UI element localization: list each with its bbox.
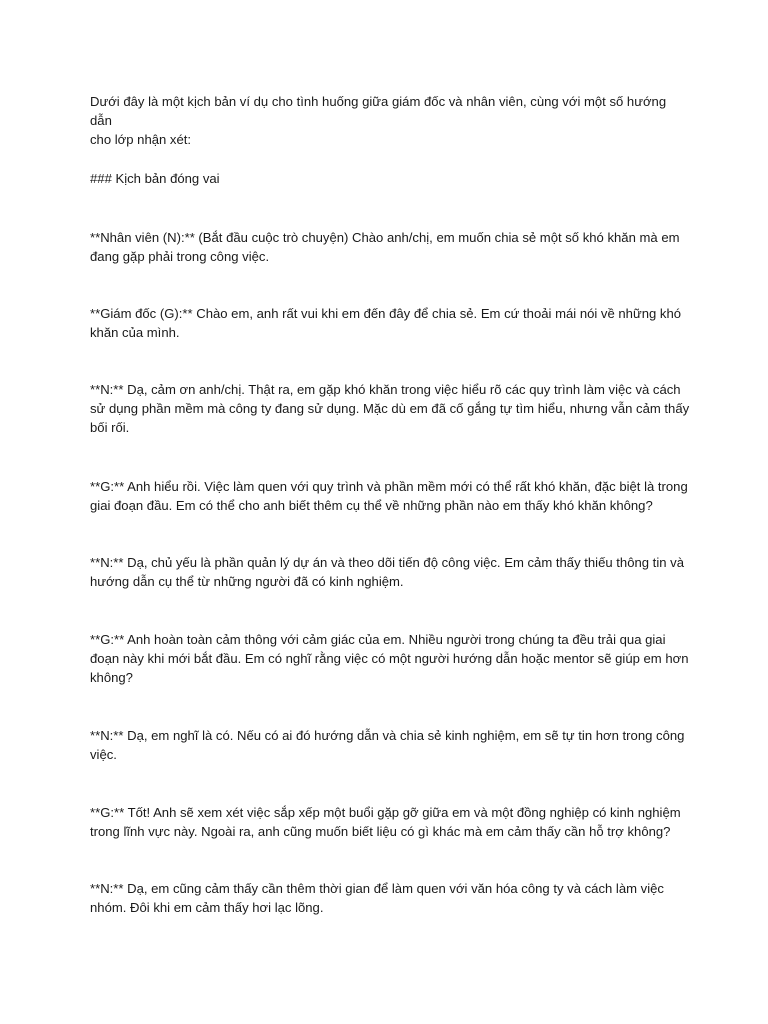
dialogue-line-employee: **N:** Dạ, em cũng cảm thấy cần thêm thời gian để làm quen với văn hóa công ty và cách làm việc nhóm. Đôi khi em cảm thấy hơi lạc lõng. [90,881,664,915]
dialogue-line-director: **G:** Anh hoàn toàn cảm thông với cảm giác của em. Nhiều người trong chúng ta đều trải qua giai đoạn này khi mới bắt đầu. Em có nghĩ rằng việc có một người hướng dẫn hoặc mentor sẽ giúp em hơn không? [90,632,689,685]
section-heading: ### Kịch bản đóng vai [90,171,220,186]
dialogue-line-employee: **Nhân viên (N):** (Bắt đầu cuộc trò chuyện) Chào anh/chị, em muốn chia sẻ một số khó khăn mà em đang gặp phải trong công việc. [90,230,680,264]
intro-paragraph: Dưới đây là một kịch bản ví dụ cho tình huống giữa giám đốc và nhân viên, cùng với một số hướng dẫn cho lớp nhận xét: [90,94,667,147]
dialogue-line-director: **G:** Anh hiểu rồi. Việc làm quen với quy trình và phần mềm mới có thể rất khó khăn, đặc biệt là trong giai đoạn đầu. Em có thể cho anh biết thêm cụ thể về những phần nào em thấy khó khăn không? [90,479,688,513]
dialogue-line-director: **Giám đốc (G):** Chào em, anh rất vui khi em đến đây để chia sẻ. Em cứ thoải mái nói về những khó khăn của mình. [90,306,682,340]
dialogue-line-director: **G:** Tốt! Anh sẽ xem xét việc sắp xếp một buổi gặp gỡ giữa em và một đồng nghiệp có kinh nghiệm trong lĩnh vực này. Ngoài ra, anh cũng muốn biết liệu có gì khác mà em cảm thấy cần hỗ trợ không? [90,805,681,839]
dialogue-line-employee: **N:** Dạ, cảm ơn anh/chị. Thật ra, em gặp khó khăn trong việc hiểu rõ các quy trình làm việc và cách sử dụng phần mềm mà công ty đang sử dụng. Mặc dù em đã cố gắng tự tìm hiểu, nhưng vẫn cảm thấy bối rối. [90,382,690,435]
dialogue-line-employee: **N:** Dạ, chủ yếu là phần quản lý dự án và theo dõi tiến độ công việc. Em cảm thấy thiếu thông tin và hướng dẫn cụ thể từ những người đã có kinh nghiệm. [90,555,684,589]
dialogue-line-employee: **N:** Dạ, em nghĩ là có. Nếu có ai đó hướng dẫn và chia sẻ kinh nghiệm, em sẽ tự tin hơn trong công việc. [90,728,685,762]
